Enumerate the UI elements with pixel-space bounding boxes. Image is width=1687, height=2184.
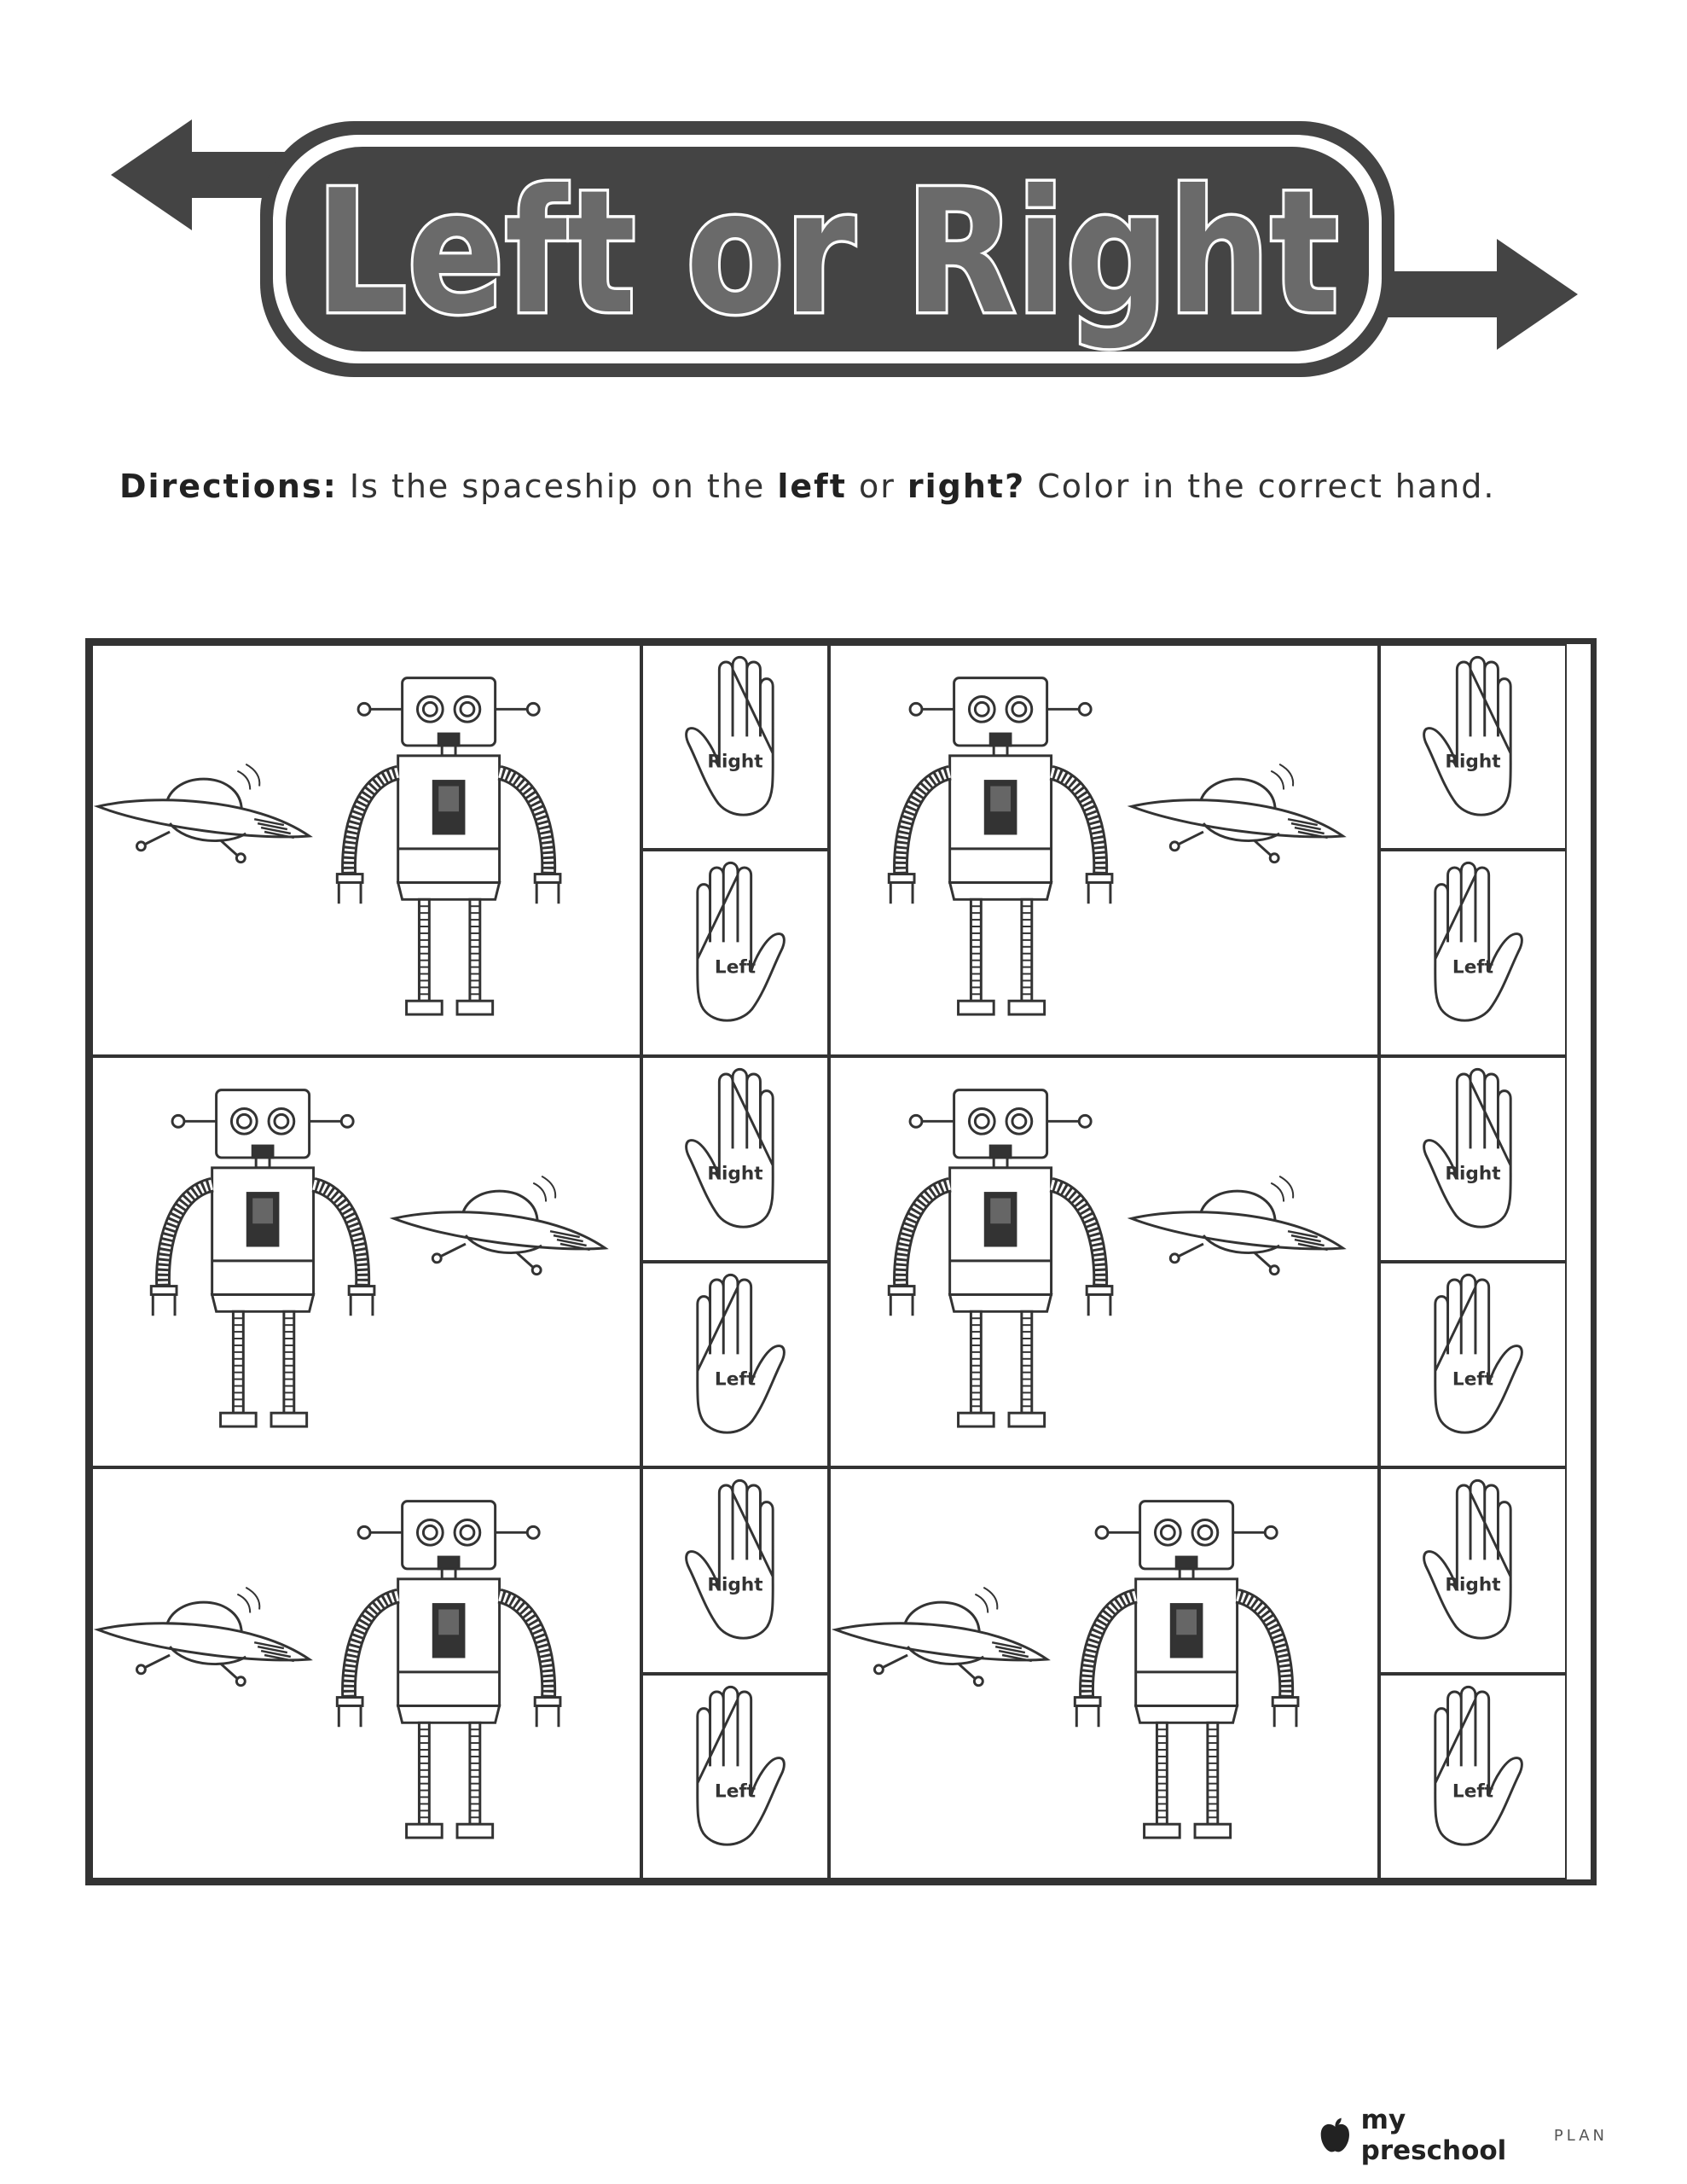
right-hand-label: Right [1445, 1575, 1501, 1597]
left-hand-icon [698, 1687, 785, 1844]
right-hand-box[interactable] [641, 1467, 829, 1673]
title-text: Left or Right [316, 154, 1339, 352]
robot-icon [151, 1089, 374, 1426]
worksheet-grid [85, 638, 1597, 1885]
right-arrow-icon [1373, 239, 1578, 350]
left-hand-icon [698, 863, 785, 1021]
picture-cell [91, 1056, 641, 1468]
footer-logo [1318, 2105, 1608, 2166]
left-hand-icon [1435, 1275, 1522, 1432]
directions-part-2: or [846, 468, 907, 505]
apple-icon [1318, 2116, 1353, 2155]
picture-cell [829, 1467, 1379, 1879]
spaceship-icon [98, 764, 310, 863]
left-hand-box[interactable] [1379, 850, 1567, 1055]
left-hand-label: Left [714, 957, 757, 979]
left-hand-box[interactable] [641, 1674, 829, 1879]
spaceship-icon [1132, 1176, 1343, 1274]
directions-part-1: Is the spaceship on the [337, 468, 778, 505]
left-hand-label: Left [1452, 957, 1494, 979]
robot-icon [889, 678, 1112, 1014]
right-hand-label: Right [707, 1575, 763, 1597]
left-hand-label: Left [714, 1368, 757, 1391]
right-hand-icon [687, 1481, 774, 1639]
right-hand-label: Right [1445, 1163, 1501, 1185]
left-hand-box[interactable] [1379, 1262, 1567, 1467]
right-hand-icon [687, 1069, 774, 1227]
right-hand-label: Right [1445, 751, 1501, 773]
right-hand-box[interactable] [641, 1056, 829, 1262]
right-hand-box[interactable] [1379, 1056, 1567, 1262]
robot-icon [889, 1089, 1112, 1426]
left-hand-box[interactable] [641, 1262, 829, 1467]
directions-right-word: right? [907, 468, 1026, 505]
worksheet-title [111, 111, 1578, 392]
right-hand-icon [1424, 657, 1511, 815]
left-hand-label: Left [714, 1780, 757, 1803]
brand-plan: PLAN [1553, 2126, 1608, 2145]
picture-cell [829, 644, 1379, 1056]
right-hand-icon [1424, 1481, 1511, 1639]
left-hand-label: Left [1452, 1368, 1494, 1391]
left-hand-icon [698, 1275, 785, 1432]
right-hand-box[interactable] [1379, 644, 1567, 850]
spaceship-icon [394, 1176, 606, 1274]
picture-cell [91, 644, 641, 1056]
directions-part-3: Color in the correct hand. [1025, 468, 1496, 505]
right-hand-box[interactable] [641, 644, 829, 850]
directions-text [119, 468, 1569, 505]
spaceship-icon [98, 1588, 310, 1686]
left-hand-label: Left [1452, 1780, 1494, 1803]
robot-icon [337, 678, 560, 1014]
right-hand-label: Right [707, 1163, 763, 1185]
brand-name: my preschool [1360, 2105, 1507, 2166]
robot-icon [337, 1502, 560, 1838]
left-hand-box[interactable] [641, 850, 829, 1055]
right-hand-label: Right [707, 751, 763, 773]
left-hand-icon [1435, 863, 1522, 1021]
left-hand-icon [1435, 1687, 1522, 1844]
robot-icon [1075, 1502, 1298, 1838]
right-hand-icon [1424, 1069, 1511, 1227]
spaceship-icon [836, 1588, 1047, 1686]
right-hand-box[interactable] [1379, 1467, 1567, 1673]
left-hand-box[interactable] [1379, 1674, 1567, 1879]
directions-lead: Directions: [119, 468, 338, 505]
picture-cell [91, 1467, 641, 1879]
directions-left-word: left [777, 468, 847, 505]
right-hand-icon [687, 657, 774, 815]
picture-cell [829, 1056, 1379, 1468]
spaceship-icon [1132, 764, 1343, 863]
